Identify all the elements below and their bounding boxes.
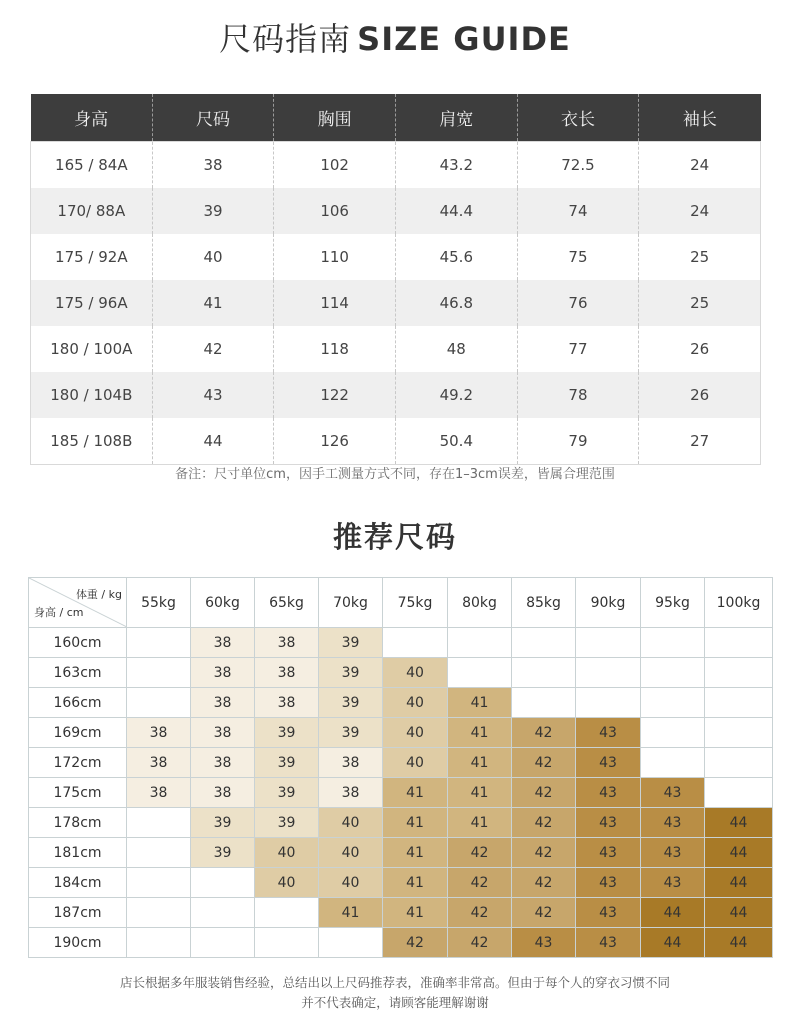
recommend-size-cell: 39	[319, 718, 383, 748]
size-guide-cell: 44	[152, 418, 274, 465]
height-cell: 178cm	[29, 808, 127, 838]
size-guide-cell: 180 / 100A	[50, 340, 133, 358]
header-chest: 胸围	[274, 94, 396, 142]
footer-note	[0, 973, 790, 1013]
recommend-size-cell: 40	[383, 718, 448, 748]
recommend-size-cell: 41	[448, 808, 512, 838]
recommend-size-cell	[641, 658, 705, 688]
size-guide-cell: 24	[639, 188, 761, 234]
recommend-size-cell: 42	[512, 778, 576, 808]
recommend-size-cell: 43	[576, 838, 641, 868]
recommend-size-cell: 40	[383, 748, 448, 778]
weight-header-cell: 95kg	[641, 578, 705, 628]
recommend-size-cell: 40	[319, 868, 383, 898]
recommend-size-cell	[191, 898, 255, 928]
recommend-size-cell: 42	[512, 808, 576, 838]
size-guide-cell: 185 / 108B	[50, 432, 133, 450]
size-guide-cell: 175 / 96A	[31, 280, 153, 326]
size-guide-row	[31, 372, 761, 418]
recommend-row	[29, 838, 773, 868]
weight-header-cell: 75kg	[383, 578, 448, 628]
recommend-size-cell: 42	[512, 898, 576, 928]
size-guide-cell: 165 / 84A	[55, 156, 128, 174]
size-guide-cell: 49.2	[395, 372, 517, 418]
recommend-size-cell: 39	[319, 658, 383, 688]
recommend-size-cell	[576, 688, 641, 718]
recommend-size-cell	[705, 718, 773, 748]
weight-header-row	[29, 578, 773, 628]
recommend-size-cell: 43	[576, 718, 641, 748]
weight-header-cell: 80kg	[448, 578, 512, 628]
size-guide-cell: 126	[274, 418, 396, 465]
size-guide-cell: 44.4	[395, 188, 517, 234]
recommend-row	[29, 688, 773, 718]
recommend-size-cell: 42	[512, 838, 576, 868]
recommend-size-cell: 40	[319, 838, 383, 868]
recommend-size-cell: 38	[319, 748, 383, 778]
recommend-size-cell: 39	[191, 808, 255, 838]
size-guide-cell: 114	[274, 280, 396, 326]
recommend-size-cell: 41	[383, 778, 448, 808]
recommend-size-cell: 43	[576, 868, 641, 898]
recommend-size-cell	[576, 628, 641, 658]
weight-header-cell: 55kg	[127, 578, 191, 628]
recommend-size-cell	[641, 748, 705, 778]
recommend-size-cell: 39	[255, 748, 319, 778]
recommend-size-cell: 42	[448, 898, 512, 928]
footer-line-2: 并不代表确定，请顾客能理解谢谢	[301, 995, 489, 1010]
recommend-size-cell: 41	[319, 898, 383, 928]
size-guide-cell: 79	[517, 418, 639, 465]
recommend-size-cell: 40	[255, 838, 319, 868]
recommend-size-cell	[127, 928, 191, 958]
recommend-size-cell: 44	[641, 898, 705, 928]
recommend-size-cell: 41	[448, 718, 512, 748]
recommend-size-cell: 42	[512, 748, 576, 778]
footer-line-1: 店长根据多年服装销售经验，总结出以上尺码推荐表，准确率非常高。但由于每个人的穿衣习惯不同	[119, 975, 670, 990]
height-cell: 166cm	[29, 688, 127, 718]
height-cell: 190cm	[29, 928, 127, 958]
recommend-size-cell	[705, 688, 773, 718]
size-guide-cell: 122	[274, 372, 396, 418]
recommend-row	[29, 778, 773, 808]
recommend-size-cell: 39	[255, 778, 319, 808]
size-guide-cell: 27	[639, 418, 761, 465]
recommend-size-cell: 38	[255, 688, 319, 718]
size-guide-cell: 26	[639, 326, 761, 372]
recommend-size-cell	[127, 808, 191, 838]
recommend-size-cell	[705, 748, 773, 778]
height-axis-label: 身高 / cm	[34, 606, 84, 619]
size-guide-cell: 43.2	[395, 142, 517, 189]
recommend-size-cell	[576, 658, 641, 688]
recommend-size-cell	[127, 628, 191, 658]
size-guide-cell: 39	[152, 188, 274, 234]
height-cell: 175cm	[29, 778, 127, 808]
recommend-size-cell: 44	[705, 838, 773, 868]
recommend-size-cell: 43	[576, 808, 641, 838]
size-guide-cell: 50.4	[395, 418, 517, 465]
size-guide-cell: 170/ 88A	[31, 188, 153, 234]
size-guide-cell: 118	[274, 326, 396, 372]
recommend-size-cell: 40	[319, 808, 383, 838]
recommend-row	[29, 658, 773, 688]
weight-header-cell: 85kg	[512, 578, 576, 628]
size-guide-cell: 26	[639, 372, 761, 418]
recommend-size-cell: 38	[191, 718, 255, 748]
corner-cell	[29, 578, 127, 628]
size-guide-cell: 78	[517, 372, 639, 418]
recommend-size-cell: 44	[705, 808, 773, 838]
recommend-size-cell	[512, 658, 576, 688]
recommend-size-cell	[127, 898, 191, 928]
header-length: 衣长	[517, 94, 639, 142]
height-cell: 160cm	[29, 628, 127, 658]
recommend-size-cell: 38	[191, 778, 255, 808]
header-height: 身高	[31, 94, 153, 142]
recommend-size-cell	[127, 658, 191, 688]
size-guide-cell: 40	[152, 234, 274, 280]
recommend-row	[29, 628, 773, 658]
size-guide-row	[31, 280, 761, 326]
recommend-size-cell	[383, 628, 448, 658]
size-guide-table	[30, 94, 761, 465]
recommend-size-cell: 39	[319, 628, 383, 658]
weight-header-cell: 100kg	[705, 578, 773, 628]
recommend-size-cell	[512, 628, 576, 658]
height-cell: 181cm	[29, 838, 127, 868]
height-cell: 163cm	[29, 658, 127, 688]
recommend-size-cell	[705, 628, 773, 658]
recommend-row	[29, 928, 773, 958]
recommend-size-cell: 38	[191, 688, 255, 718]
size-guide-cell: 38	[152, 142, 274, 189]
recommend-title: 推荐尺码	[332, 520, 457, 554]
recommend-size-cell: 43	[641, 838, 705, 868]
recommend-size-cell: 43	[641, 808, 705, 838]
size-guide-row	[31, 326, 761, 372]
size-guide-cell: 110	[274, 234, 396, 280]
page-title	[0, 14, 790, 60]
size-guide-cell: 45.6	[395, 234, 517, 280]
size-guide-cell: 42	[152, 326, 274, 372]
weight-header-cell: 65kg	[255, 578, 319, 628]
recommend-size-cell	[512, 688, 576, 718]
size-guide-cell: 24	[639, 142, 761, 189]
recommend-size-cell	[448, 658, 512, 688]
recommend-grid	[28, 577, 773, 958]
recommend-size-cell: 38	[255, 628, 319, 658]
recommend-size-cell: 39	[255, 718, 319, 748]
recommend-size-cell	[255, 928, 319, 958]
height-cell: 172cm	[29, 748, 127, 778]
recommend-size-cell: 39	[191, 838, 255, 868]
recommend-size-cell: 40	[383, 688, 448, 718]
recommend-size-cell: 43	[576, 748, 641, 778]
recommend-row	[29, 808, 773, 838]
recommend-size-cell	[127, 688, 191, 718]
recommend-size-cell	[191, 928, 255, 958]
recommend-size-cell: 43	[512, 928, 576, 958]
size-guide-cell: 48	[395, 326, 517, 372]
recommend-size-cell: 43	[641, 868, 705, 898]
recommend-size-cell	[319, 928, 383, 958]
recommend-size-cell: 41	[383, 868, 448, 898]
measurement-note: 备注：尺寸单位cm，因手工测量方式不同，存在1–3cm误差，皆属合理范围	[175, 467, 615, 482]
recommend-size-cell: 42	[448, 868, 512, 898]
recommend-size-cell: 42	[448, 838, 512, 868]
size-guide-cell: 74	[517, 188, 639, 234]
recommend-size-cell	[448, 628, 512, 658]
size-guide-cell: 75	[517, 234, 639, 280]
recommend-size-cell: 41	[448, 688, 512, 718]
recommend-size-cell: 44	[705, 868, 773, 898]
recommend-size-cell: 43	[641, 778, 705, 808]
recommend-size-cell: 40	[255, 868, 319, 898]
recommend-size-cell	[641, 688, 705, 718]
recommend-size-cell: 43	[576, 928, 641, 958]
recommend-size-cell	[641, 718, 705, 748]
recommend-row	[29, 718, 773, 748]
header-sleeve: 袖长	[639, 94, 761, 142]
size-guide-row	[31, 142, 761, 189]
recommend-size-cell: 39	[255, 808, 319, 838]
recommend-size-cell	[705, 658, 773, 688]
size-guide-cell: 76	[517, 280, 639, 326]
size-guide-cell: 25	[639, 280, 761, 326]
recommend-size-cell: 40	[383, 658, 448, 688]
recommend-size-cell: 41	[383, 808, 448, 838]
height-cell: 169cm	[29, 718, 127, 748]
recommend-size-cell: 38	[127, 778, 191, 808]
recommend-size-cell: 42	[512, 868, 576, 898]
recommend-size-cell: 41	[448, 748, 512, 778]
recommend-size-cell: 42	[383, 928, 448, 958]
weight-axis-label: 体重 / kg	[75, 588, 122, 601]
recommend-size-cell: 38	[127, 718, 191, 748]
weight-header-cell: 60kg	[191, 578, 255, 628]
size-guide-row	[31, 188, 761, 234]
recommend-size-cell: 41	[383, 898, 448, 928]
recommend-size-cell: 44	[705, 898, 773, 928]
size-guide-cell: 175 / 92A	[55, 248, 128, 266]
recommend-size-cell	[705, 778, 773, 808]
height-cell: 187cm	[29, 898, 127, 928]
size-guide-cell: 106	[274, 188, 396, 234]
recommend-size-cell: 43	[576, 778, 641, 808]
size-guide-row	[31, 234, 761, 280]
recommend-size-cell	[641, 628, 705, 658]
title-en: SIZE GUIDE	[357, 20, 571, 58]
recommend-size-cell: 41	[383, 838, 448, 868]
recommend-size-cell: 43	[576, 898, 641, 928]
height-cell: 184cm	[29, 868, 127, 898]
recommend-size-cell: 38	[255, 658, 319, 688]
recommend-size-cell: 38	[191, 658, 255, 688]
recommend-size-cell: 38	[319, 778, 383, 808]
recommend-row	[29, 868, 773, 898]
recommend-size-cell: 39	[319, 688, 383, 718]
size-guide-row	[31, 418, 761, 465]
size-guide-cell: 77	[517, 326, 639, 372]
recommend-size-cell	[127, 838, 191, 868]
recommend-size-cell: 41	[448, 778, 512, 808]
recommend-size-cell: 42	[512, 718, 576, 748]
recommend-size-cell: 38	[127, 748, 191, 778]
title-cn: 尺码指南	[219, 20, 352, 58]
recommend-size-cell: 44	[705, 928, 773, 958]
size-guide-header-row	[31, 94, 761, 142]
recommend-size-cell: 44	[641, 928, 705, 958]
size-guide-cell: 25	[639, 234, 761, 280]
size-guide-cell: 41	[152, 280, 274, 326]
size-guide-cell: 72.5	[517, 142, 639, 189]
recommend-size-cell	[191, 868, 255, 898]
size-guide-cell: 43	[152, 372, 274, 418]
size-guide-cell: 180 / 104B	[31, 372, 153, 418]
recommend-row	[29, 748, 773, 778]
recommend-size-cell: 38	[191, 628, 255, 658]
weight-header-cell: 70kg	[319, 578, 383, 628]
recommend-size-cell: 42	[448, 928, 512, 958]
header-shoulder: 肩宽	[395, 94, 517, 142]
header-size: 尺码	[152, 94, 274, 142]
size-guide-cell: 102	[274, 142, 396, 189]
recommend-size-cell: 38	[191, 748, 255, 778]
weight-header-cell: 90kg	[576, 578, 641, 628]
recommend-size-cell	[255, 898, 319, 928]
size-guide-cell: 46.8	[395, 280, 517, 326]
recommend-size-cell	[127, 868, 191, 898]
recommend-row	[29, 898, 773, 928]
